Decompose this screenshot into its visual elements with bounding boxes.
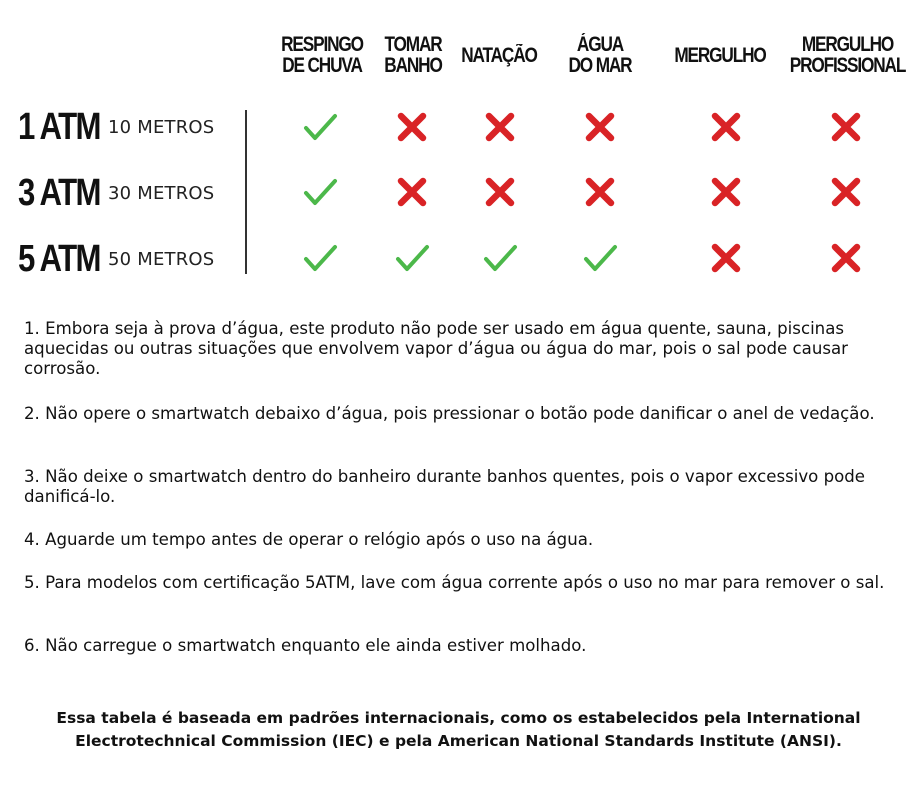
column-header-natacao: NATAÇÃO [461, 44, 537, 67]
row-label-5atm [18, 234, 214, 284]
check-icon [300, 172, 340, 212]
row-label-3atm [18, 168, 214, 218]
check-icon [392, 238, 432, 278]
cross-icon [580, 172, 620, 212]
note-4: 4. Aguarde um tempo antes de operar o relógio após o uso na água. [24, 530, 594, 549]
note-1: 1. Embora seja à prova d’água, este produto não pode ser usado em água quente, sauna, piscinas aquecidas ou outras situações que envolvem vapor d’água ou água do mar, pois o sal pode causar corrosão. [24, 319, 848, 378]
row-label-divider [245, 110, 247, 274]
cross-icon [706, 107, 746, 147]
atm-value: 3 ATM [18, 171, 100, 214]
depth-value: 30 METROS [108, 182, 215, 204]
check-icon [300, 238, 340, 278]
column-header-agua-do-mar: ÁGUA DO MAR [568, 33, 632, 77]
cross-icon [826, 172, 866, 212]
cross-icon [480, 107, 520, 147]
check-icon [580, 238, 620, 278]
cross-icon [706, 172, 746, 212]
column-header-respingo: RESPINGO DE CHUVA [281, 33, 363, 77]
note-3: 3. Não deixe o smartwatch dentro do banheiro durante banhos quentes, pois o vapor excessivo pode danificá-lo. [24, 467, 866, 506]
cross-icon [826, 107, 866, 147]
standards-footnote: Essa tabela é baseada em padrões internacionais, como os estabelecidos pela International Electrotechnical Commission (IEC) e pela American National Standards Institute (ANSI). [56, 709, 861, 750]
note-6: 6. Não carregue o smartwatch enquanto ele ainda estiver molhado. [24, 636, 587, 655]
column-header-banho: TOMAR BANHO [384, 33, 442, 77]
check-icon [480, 238, 520, 278]
note-5: 5. Para modelos com certificação 5ATM, lave com água corrente após o uso no mar para remover o sal. [24, 573, 885, 592]
column-header-mergulho: MERGULHO [674, 44, 766, 67]
note-2: 2. Não opere o smartwatch debaixo d’água, pois pressionar o botão pode danificar o anel de vedação. [24, 404, 875, 423]
cross-icon [480, 172, 520, 212]
row-label-1atm [18, 102, 214, 152]
check-icon [300, 107, 340, 147]
cross-icon [826, 238, 866, 278]
depth-value: 50 METROS [108, 248, 215, 270]
cross-icon [580, 107, 620, 147]
cross-icon [706, 238, 746, 278]
cross-icon [392, 172, 432, 212]
atm-value: 5 ATM [18, 237, 100, 280]
depth-value: 10 METROS [108, 116, 215, 138]
column-header-mergulho-profissional: MERGULHO PROFISSIONAL [789, 33, 906, 77]
cross-icon [392, 107, 432, 147]
atm-value: 1 ATM [18, 105, 100, 148]
